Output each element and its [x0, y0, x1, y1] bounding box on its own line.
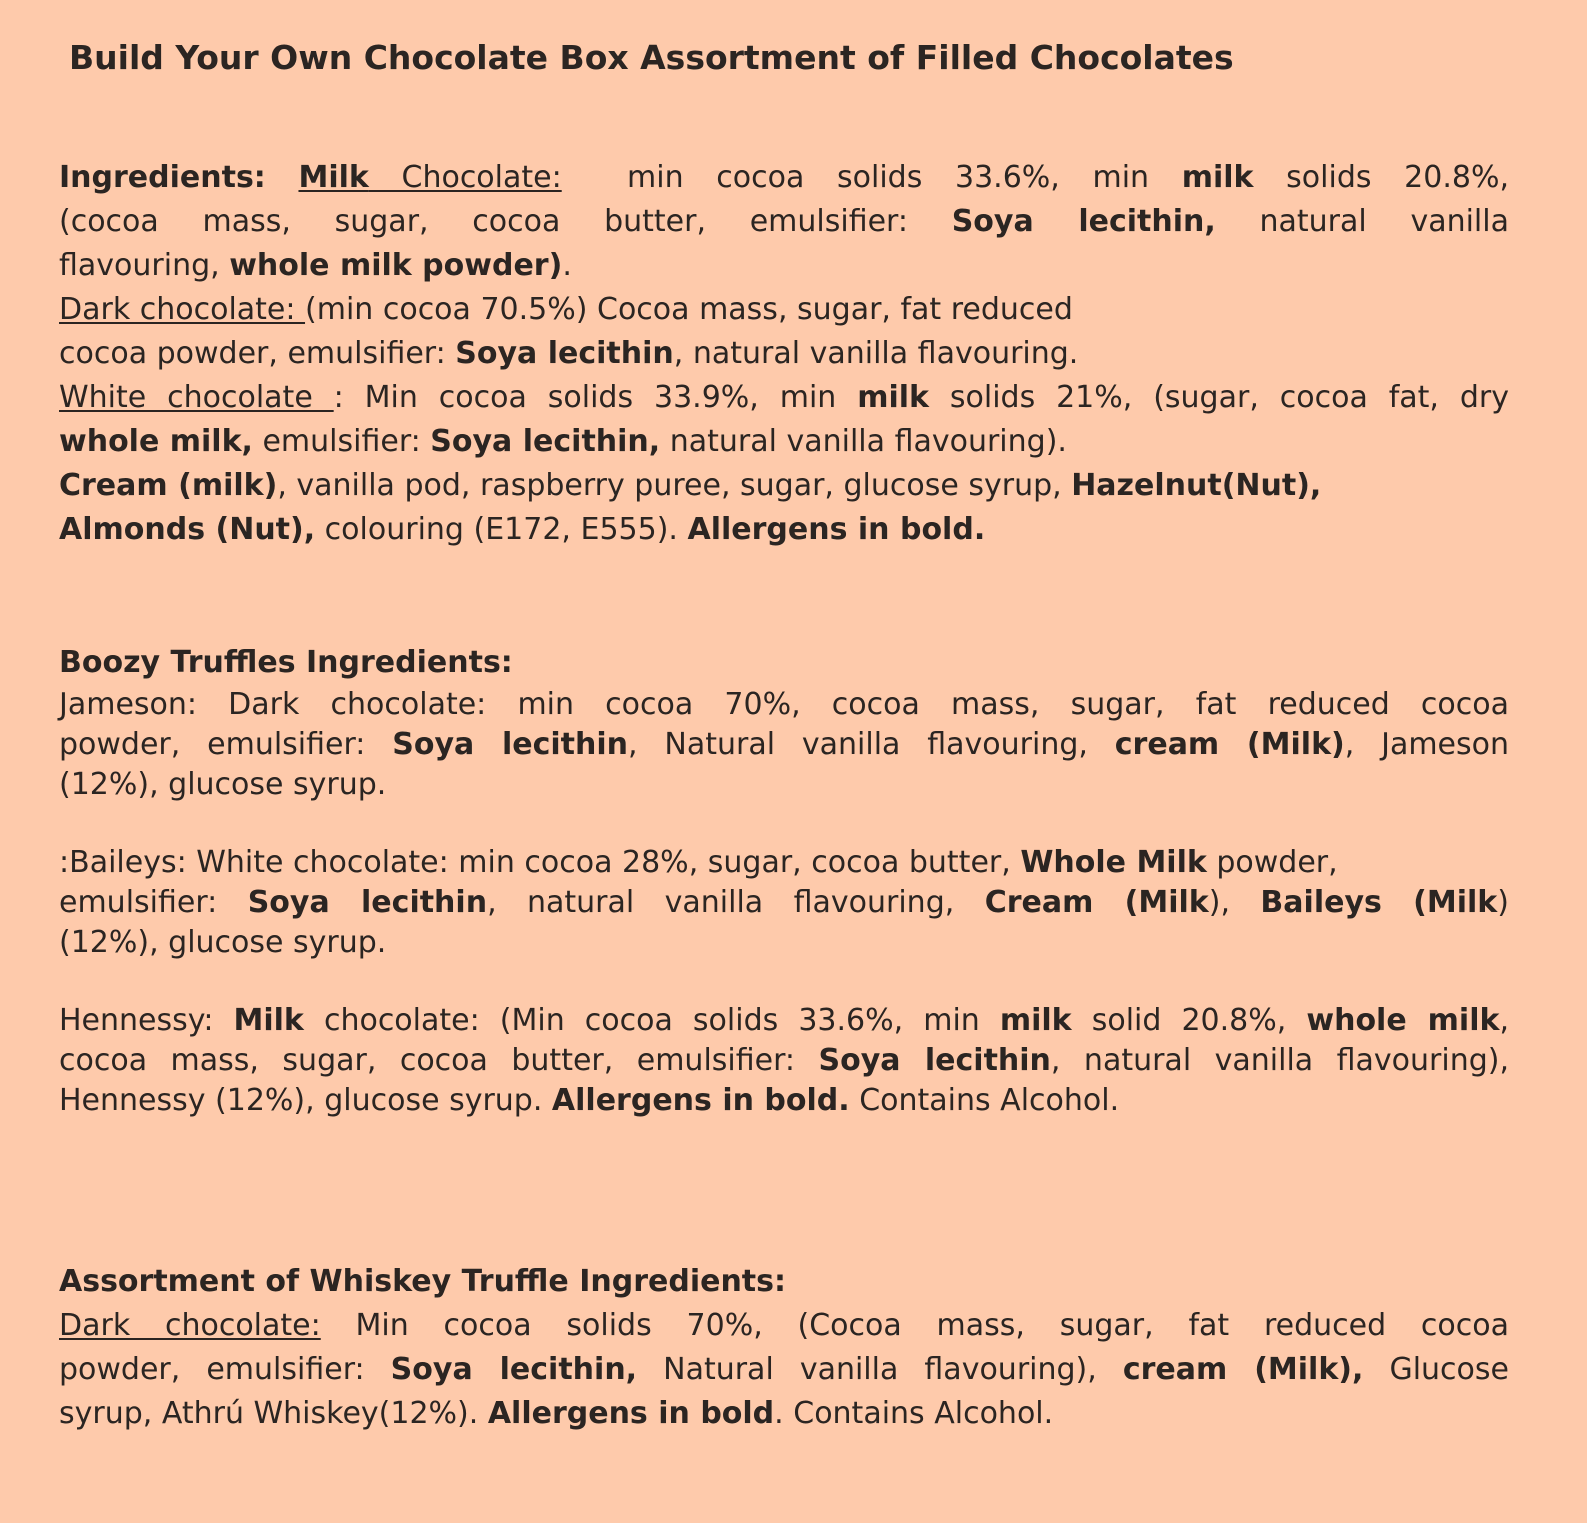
allergens-note: Allergens in bold.	[551, 1083, 850, 1118]
white-line-1	[59, 376, 1509, 420]
milk-allergen: cream (Milk)	[1114, 727, 1345, 762]
soya-allergen: Soya lecithin,	[430, 424, 661, 459]
whiskey-text: Min cocoa solids 70%, (Cocoa mass, sugar, fat reduced cocoa	[320, 1308, 1509, 1343]
whiskey-text: syrup, Athrú Whiskey(12%).	[59, 1396, 488, 1431]
white-text: natural vanilla flavouring).	[660, 424, 1067, 459]
milk-text: min cocoa solids 33.6%, min	[561, 160, 1182, 195]
hennessy-text: Hennessy (12%), glucose syrup.	[59, 1083, 552, 1118]
cream-line	[59, 464, 1509, 508]
whiskey-line-2	[59, 1348, 1509, 1392]
white-line-2	[59, 420, 1509, 464]
soya-allergen: Soya lecithin,	[390, 1352, 638, 1387]
milk-text: (cocoa mass, sugar, cocoa butter, emulsifier:	[59, 204, 952, 239]
milk-allergen: Milk	[233, 1003, 304, 1038]
jameson-text: , Jameson	[1344, 727, 1510, 762]
milk-chocolate-label-bold: Milk	[298, 160, 369, 195]
nut-allergen: Almonds (Nut),	[59, 512, 316, 547]
hennessy-text: , natural vanilla flavouring),	[1050, 1043, 1509, 1078]
milk-allergen: whole milk	[1306, 1003, 1500, 1038]
milk-text: .	[562, 248, 572, 283]
baileys-line-1	[59, 843, 1509, 883]
white-chocolate-label: White chocolate	[59, 380, 334, 415]
almond-line	[59, 508, 1509, 552]
ingredients-line-1	[59, 156, 1509, 200]
ingredients-line-3	[59, 244, 1509, 288]
hennessy-line-1	[59, 1001, 1509, 1041]
milk-allergen: Whole Milk	[1020, 845, 1207, 880]
whiskey-line-1	[59, 1304, 1509, 1348]
soya-allergen: Soya lecithin	[392, 727, 629, 762]
soya-allergen: Soya lecithin	[455, 336, 674, 371]
ingredients-line-2	[59, 200, 1509, 244]
hennessy-text: Hennessy:	[59, 1003, 234, 1038]
dark-chocolate-label: Dark chocolate:	[59, 1308, 321, 1343]
hennessy-text: chocolate: (Min cocoa solids 33.6%, min	[303, 1003, 1000, 1038]
soya-allergen: Soya lecithin,	[951, 204, 1216, 239]
milk-allergen: milk	[1181, 160, 1254, 195]
dark-line-2	[59, 332, 1509, 376]
boozy-section	[59, 641, 1509, 1121]
milk-allergen: Cream (Milk	[984, 885, 1209, 920]
whiskey-text: powder, emulsifier:	[59, 1352, 391, 1387]
dark-text: cocoa powder, emulsifier:	[59, 336, 456, 371]
ingredients-section	[59, 156, 1509, 552]
milk-allergen: cream (Milk),	[1122, 1352, 1364, 1387]
baileys-text: :Baileys: White chocolate: min cocoa 28%, sugar, cocoa butter,	[59, 845, 1021, 880]
soya-allergen: Soya lecithin	[247, 885, 488, 920]
whiskey-text: Glucose	[1363, 1352, 1509, 1387]
milk-text: natural vanilla	[1215, 204, 1509, 239]
jameson-text: powder, emulsifier:	[59, 727, 393, 762]
hennessy-line-2	[59, 1041, 1509, 1081]
milk-allergen: whole milk,	[59, 424, 253, 459]
jameson-line-3: (12%), glucose syrup.	[59, 767, 387, 802]
jameson-line-1: Jameson: Dark chocolate: min cocoa 70%, cocoa mass, sugar, fat reduced cocoa	[59, 687, 1509, 722]
milk-allergen: Baileys (Milk	[1260, 885, 1498, 920]
white-text: solids 21%, (sugar, cocoa fat, dry	[928, 380, 1509, 415]
milk-allergen: whole milk powder)	[229, 248, 563, 283]
baileys-text: powder,	[1206, 845, 1338, 880]
dark-text: (min cocoa 70.5%) Cocoa mass, sugar, fat reduced	[305, 292, 1073, 327]
page-title: Build Your Own Chocolate Box Assortment of Filled Chocolates	[69, 38, 1234, 77]
dark-chocolate-label: Dark chocolate:	[59, 292, 306, 327]
hennessy-text: solid 20.8%,	[1071, 1003, 1307, 1038]
milk-allergen: milk	[999, 1003, 1072, 1038]
hennessy-line-3	[59, 1081, 1509, 1121]
baileys-text: )	[1497, 885, 1509, 920]
whiskey-line-3	[59, 1392, 1509, 1436]
nut-allergen: Hazelnut(Nut),	[1071, 468, 1322, 503]
whiskey-text: Natural vanilla flavouring),	[637, 1352, 1123, 1387]
milk-allergen: milk	[857, 380, 929, 415]
white-text: emulsifier:	[252, 424, 431, 459]
baileys-text: ),	[1208, 885, 1261, 920]
whiskey-heading: Assortment of Whiskey Truffle Ingredients:	[59, 1264, 787, 1299]
baileys-text: emulsifier:	[59, 885, 248, 920]
hennessy-text: cocoa mass, sugar, cocoa butter, emulsifier:	[59, 1043, 819, 1078]
boozy-heading: Boozy Truffles Ingredients:	[59, 645, 513, 680]
milk-text: flavouring,	[59, 248, 230, 283]
whiskey-text: . Contains Alcohol.	[774, 1396, 1054, 1431]
soya-allergen: Soya lecithin	[818, 1043, 1051, 1078]
ingredients-label: Ingredients:	[59, 160, 266, 195]
almond-text: colouring (E172, E555).	[315, 512, 688, 547]
milk-chocolate-label: Chocolate:	[368, 160, 562, 195]
allergens-note: Allergens in bold.	[687, 512, 986, 547]
baileys-text: , natural vanilla flavouring,	[487, 885, 985, 920]
dark-text: , natural vanilla flavouring.	[673, 336, 1079, 371]
hennessy-text: ,	[1499, 1003, 1509, 1038]
allergens-note: Allergens in bold	[487, 1396, 775, 1431]
jameson-line-2	[59, 725, 1509, 765]
baileys-line-2	[59, 883, 1509, 923]
hennessy-text: Contains Alcohol.	[849, 1083, 1120, 1118]
baileys-line-3: (12%), glucose syrup.	[59, 925, 387, 960]
milk-text: solids 20.8%,	[1253, 160, 1509, 195]
milk-allergen: Cream (milk)	[59, 468, 278, 503]
cream-text: , vanilla pod, raspberry puree, sugar, glucose syrup,	[277, 468, 1072, 503]
dark-line-1	[59, 288, 1509, 332]
whiskey-section	[59, 1260, 1509, 1436]
jameson-text: , Natural vanilla flavouring,	[628, 727, 1115, 762]
white-text: : Min cocoa solids 33.9%, min	[333, 380, 858, 415]
